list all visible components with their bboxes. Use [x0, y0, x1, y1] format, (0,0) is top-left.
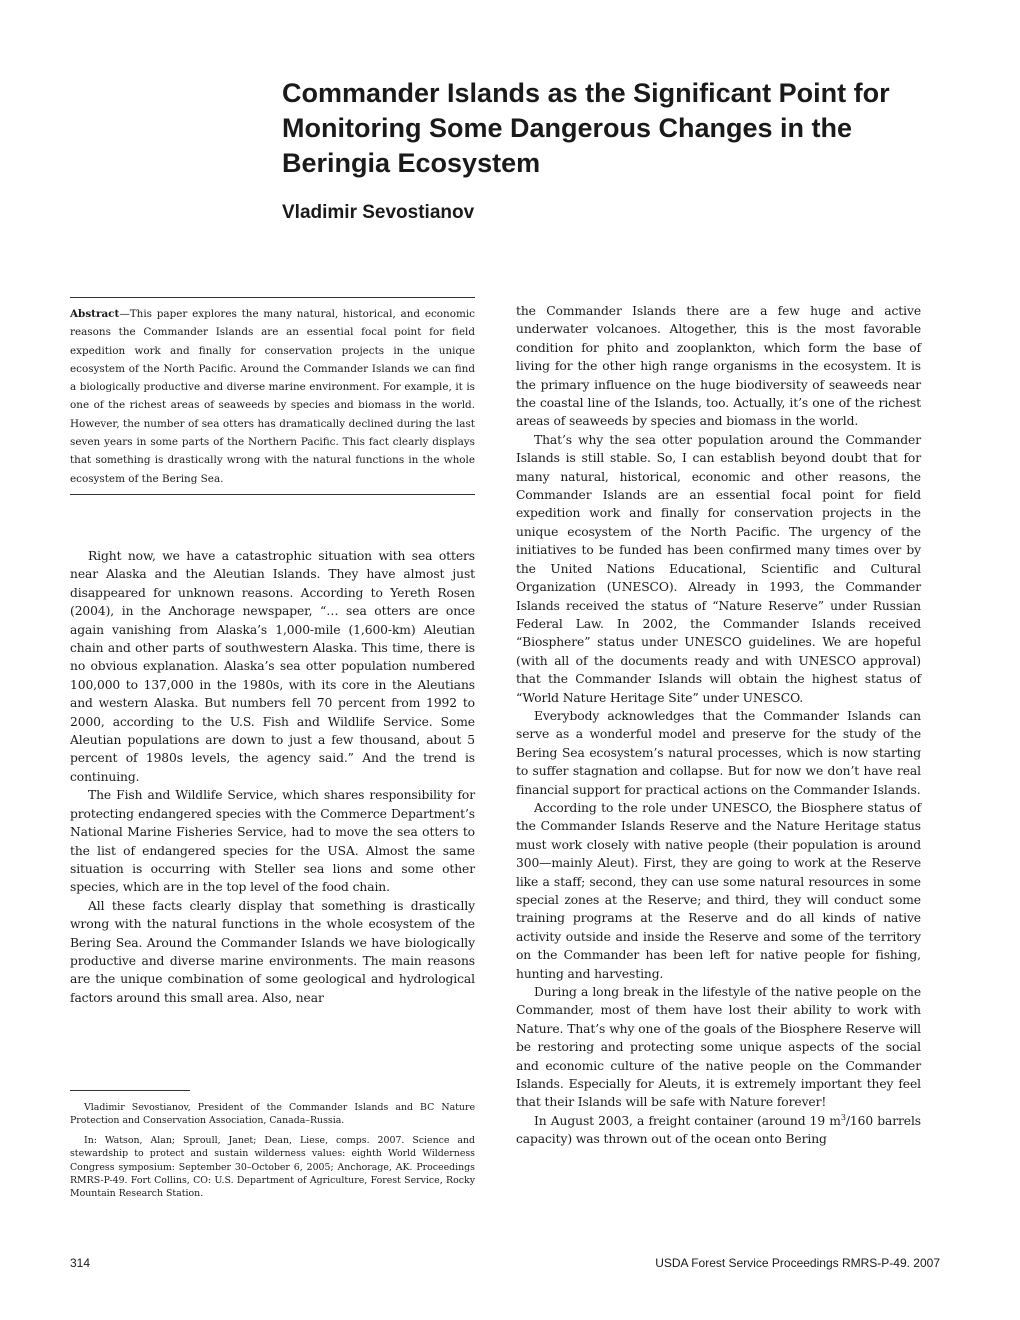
body-paragraph — [516, 1112, 921, 1149]
abstract-section — [70, 297, 475, 495]
right-column-body — [516, 302, 921, 1149]
footnote-author-affiliation: Vladimir Sevostianov, President of the Commander Islands and BC Nature Protection and Conservation Association, Canada–Russia. — [70, 1102, 475, 1127]
running-footer: USDA Forest Service Proceedings RMRS-P-49. 2007 — [655, 1256, 940, 1270]
author-name: Vladimir Sevostianov — [282, 202, 475, 223]
abstract-top-rule — [70, 297, 475, 298]
superscript: 3 — [840, 1112, 846, 1122]
text-fragment: /160 barrels capacity) was thrown out of the ocean onto Bering — [516, 1113, 921, 1147]
body-paragraph: All these facts clearly display that something is drastically wrong with the natural functions in the whole ecosystem of the Bering Sea. Around the Commander Islands we have biologically productive and diverse marine environments. The main reasons are the unique combination of some geological and hydrological factors around this small area. Also, near — [70, 898, 475, 1005]
left-column-body — [70, 547, 475, 1007]
footnotes — [70, 1101, 475, 1207]
body-paragraph: The Fish and Wildlife Service, which shares responsibility for protecting endangered species with the Commerce Department’s National Marine Fisheries Service, had to move the sea otters to the list of endangered species for the USA. Almost the same situation is occurring with Steller sea lions and some other species, which are in the top level of the food chain. — [70, 788, 475, 895]
footnote-rule — [70, 1090, 190, 1091]
abstract-paragraph — [70, 305, 475, 488]
body-paragraph: That’s why the sea otter population around the Commander Islands is still stable. So, I can establish beyond doubt that for many natural, historical, economic and other reasons, the Commander Islands are an essential focal point for field expedition work and finally for conservation projects in the unique ecosystem of the North Pacific. The urgency of the initiatives to be funded has been confirmed many times over by the United Nations Educational, Scientific and Cultural Organization (UNESCO). Already in 1993, the Commander Islands received the status of “Nature Reserve” under Russian Federal Law. In 2002, the Commander Islands received “Biosphere” status under UNESCO guidelines. We are hopeful (with all of the documents ready and with UNESCO approval) that the Commander Islands will obtain the highest status of “World Nature Heritage Site” under UNESCO. — [516, 432, 921, 705]
paper-title: Commander Islands as the Significant Point for Monitoring Some Dangerous Changes in the Beringia Ecosystem — [282, 78, 890, 178]
body-paragraph: Everybody acknowledges that the Commander Islands can serve as a wonderful model and preserve for the study of the Bering Sea ecosystem’s natural processes, which is now starting to suffer stagnation and collapse. But for now we don’t have real financial support for practical actions on the Commander Islands. — [516, 708, 921, 797]
page-number: 314 — [70, 1256, 91, 1270]
abstract-bottom-rule — [70, 494, 475, 495]
abstract-label: Abstract — [70, 308, 120, 320]
body-paragraph: According to the role under UNESCO, the Biosphere status of the Commander Islands Reserve and the Nature Heritage status must work closely with native people (their population is around 300—mainly Aleut). First, they are going to work at the Reserve like a staff; second, they can use some natural resources in some special zones at the Reserve; and third, they will conduct some training programs at the Reserve and do all kinds of native activity outside and inside the Reserve and some of the territory on the Commander has been left for native people for fishing, hunting and harvesting. — [516, 800, 921, 981]
text-fragment: In August 2003, a freight container (around 19 m — [534, 1113, 841, 1128]
body-paragraph: During a long break in the lifestyle of the native people on the Commander, most of them have lost their ability to work with Nature. That’s why one of the goals of the Biosphere Reserve will be restoring and protecting some unique aspects of the social and economic culture of the native people on the Commander Islands. Especially for Aleuts, it is extremely important they feel that their Islands will be safe with Nature forever! — [516, 985, 921, 1110]
body-paragraph: Right now, we have a catastrophic situation with sea otters near Alaska and the Aleutian Islands. They have almost just disappeared for unknown reasons. According to Yereth Rosen (2004), in the Anchorage newspaper, “… sea otters are once again vanishing from Alaska’s 1,000-mile (1,600-km) Aleutian chain and other parts of southwestern Alaska. This time, there is no obvious explanation. Alaska’s sea otter population numbered 100,000 to 137,000 in the 1980s, with its core in the Aleutians and western Alaska. But numbers fell 70 percent from 1992 to 2000, according to the U.S. Fish and Wildlife Service. Some Aleutian populations are down to just a few thousand, about 5 percent of 1980s levels, the agency said.” And the trend is continuing. — [70, 549, 475, 784]
footnote-citation: In: Watson, Alan; Sproull, Janet; Dean, Liese, comps. 2007. Science and stewardship to protect and sustain wilderness values: eighth World Wilderness Congress symposium: September 30–October 6, 2005; Anchorage, AK. Proceedings RMRS-P-49. Fort Collins, CO: U.S. Department of Agriculture, Forest Service, Rocky Mountain Research Station. — [70, 1134, 475, 1200]
abstract-text: —This paper explores the many natural, historical, and economic reasons the Commander Islands are an essential focal point for field expedition work and finally for conservation projects in the unique ecosystem of the North Pacific. Around the Commander Islands we can find a biologically productive and diverse marine environment. For example, it is one of the richest areas of seaweeds by species and biomass in the world. However, the number of sea otters has dramatically declined during the last seven years in some parts of the Northern Pacific. This fact clearly displays that something is drastically wrong with the natural functions in the whole ecosystem of the Bering Sea. — [70, 308, 475, 485]
body-paragraph: the Commander Islands there are a few huge and active underwater volcanoes. Altogether, this is the most favorable condition for phito and zooplankton, which form the base of living for the other high range organisms in the ecosystem. It is the primary influence on the huge biodiversity of seaweeds near the coastal line of the Islands, too. Actually, it’s one of the richest areas of seaweeds by species and biomass in the world. — [516, 304, 921, 429]
